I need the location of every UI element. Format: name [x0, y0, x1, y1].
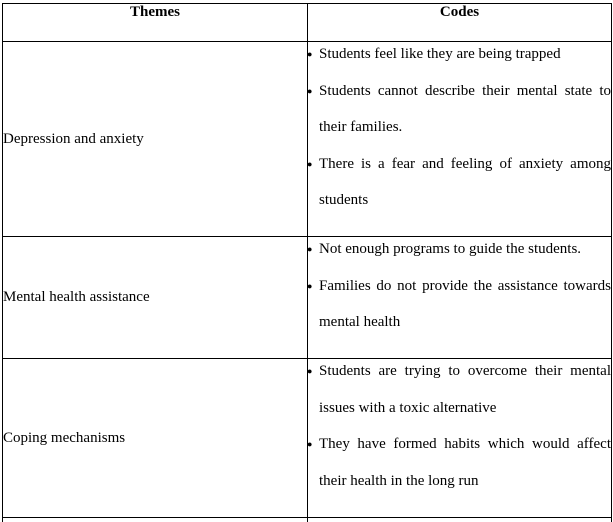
code-item: ● Students feel like they are being trapped	[308, 36, 611, 73]
code-item: ● Students cannot describe their mental state to their families.	[308, 73, 611, 146]
table-row	[3, 359, 612, 518]
code-item: ● Families do not provide the assistance towards mental health	[308, 268, 611, 341]
code-item: ● They have formed habits which would affect their health in the long run	[308, 426, 611, 499]
code-item: ● Students are trying to overcome their mental issues with a toxic alternative	[308, 353, 611, 426]
table-row-cut	[3, 518, 612, 522]
codes-list	[308, 231, 611, 341]
theme-cell: Coping mechanisms	[3, 359, 308, 518]
codes-cell	[308, 42, 612, 237]
code-item: ● There is a fear and feeling of anxiety among students	[308, 146, 611, 219]
table-row	[3, 42, 612, 237]
theme-cell: Mental health assistance	[3, 237, 308, 359]
codes-header: Codes	[308, 4, 612, 42]
empty-cell	[3, 518, 308, 522]
codes-list	[308, 353, 611, 499]
code-item: ● Not enough programs to guide the students.	[308, 231, 611, 268]
themes-codes-table	[2, 3, 612, 522]
themes-header: Themes	[3, 4, 308, 42]
table-row	[3, 237, 612, 359]
codes-cell	[308, 359, 612, 518]
empty-cell	[308, 518, 612, 522]
theme-cell: Depression and anxiety	[3, 42, 308, 237]
codes-cell	[308, 237, 612, 359]
codes-list	[308, 36, 611, 219]
